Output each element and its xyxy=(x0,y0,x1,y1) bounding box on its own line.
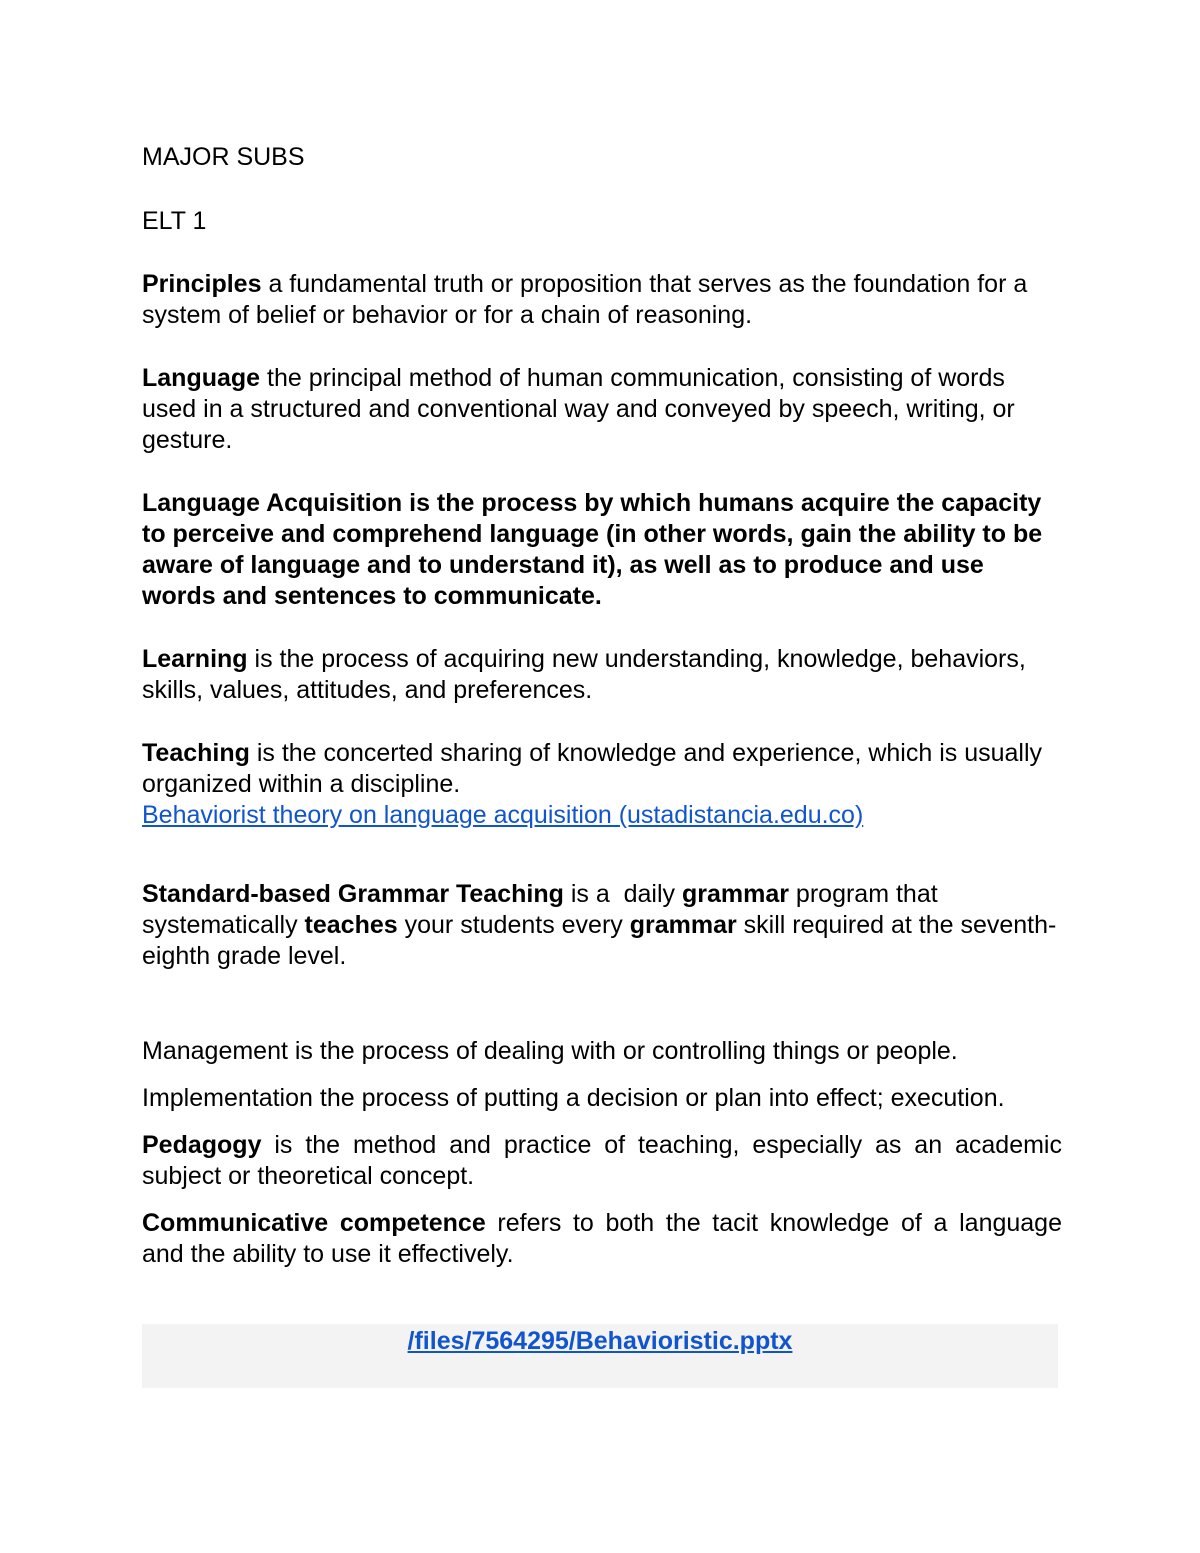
behaviorist-link-para xyxy=(142,800,1062,831)
definition-teaching xyxy=(142,738,1062,800)
definition-standard-based xyxy=(142,879,1062,972)
term-standard-based: Standard-based Grammar Teaching xyxy=(142,880,564,908)
definition-principles xyxy=(142,269,1062,331)
behaviorist-theory-link[interactable]: Behaviorist theory on language acquisition (ustadistancia.edu.co) xyxy=(142,801,864,829)
definition-learning-text: is the process of acquiring new understanding, knowledge, behaviors, skills, values, attitudes, and preferences. xyxy=(142,645,1026,704)
definition-pedagogy xyxy=(142,1130,1062,1192)
definition-implementation: Implementation the process of putting a decision or plan into effect; execution. xyxy=(142,1084,1005,1112)
standard-based-text-4: skill required at the seventh-eighth grade level. xyxy=(142,911,1057,970)
standard-based-text-2: program that systematically xyxy=(142,880,938,939)
term-pedagogy: Pedagogy xyxy=(142,1131,262,1159)
definition-language-text: the principal method of human communication, consisting of words used in a structured and conventional way and conveyed by speech, writing, or gesture. xyxy=(142,364,1015,454)
definition-principles-text: a fundamental truth or proposition that serves as the foundation for a system of belief or behavior or for a chain of reasoning. xyxy=(142,270,1028,329)
definition-learning xyxy=(142,644,1062,706)
term-language: Language xyxy=(142,364,261,392)
document-title: MAJOR SUBS xyxy=(142,143,305,171)
document-body xyxy=(142,142,1062,1270)
term-principles: Principles xyxy=(142,270,262,298)
standard-based-bold-grammar-2: grammar xyxy=(629,911,737,939)
definition-communicative-text: refers to both the tacit knowledge of a language and the ability to use it effectively. xyxy=(142,1209,1062,1268)
file-link[interactable]: /files/7564295/Behavioristic.pptx xyxy=(407,1327,793,1355)
definition-language xyxy=(142,363,1062,456)
standard-based-bold-grammar: grammar xyxy=(681,880,789,908)
standard-based-bold-teaches: teaches xyxy=(304,911,398,939)
standard-based-text-3: your students every xyxy=(397,911,630,939)
file-link-box xyxy=(142,1324,1058,1388)
definition-teaching-text: is the concerted sharing of knowledge and experience, which is usually organized within a discipline. xyxy=(142,739,1043,798)
term-teaching: Teaching xyxy=(142,739,250,767)
definition-language-acquisition: Language Acquisition is the process by which humans acquire the capacity to perceive and comprehend language (in other words, gain the ability to be aware of language and to understand it), as well as to produce and use words and sentences to communicate. xyxy=(142,489,1043,610)
definition-communicative-competence xyxy=(142,1208,1062,1270)
standard-based-text-1: is a daily xyxy=(563,880,682,908)
definition-management: Management is the process of dealing with or controlling things or people. xyxy=(142,1037,958,1065)
document-subtitle: ELT 1 xyxy=(142,207,207,235)
term-communicative-competence: Communicative competence xyxy=(142,1209,486,1237)
definition-pedagogy-text: is the method and practice of teaching, especially as an academic subject or theoretical concept. xyxy=(142,1131,1062,1190)
term-learning: Learning xyxy=(142,645,248,673)
